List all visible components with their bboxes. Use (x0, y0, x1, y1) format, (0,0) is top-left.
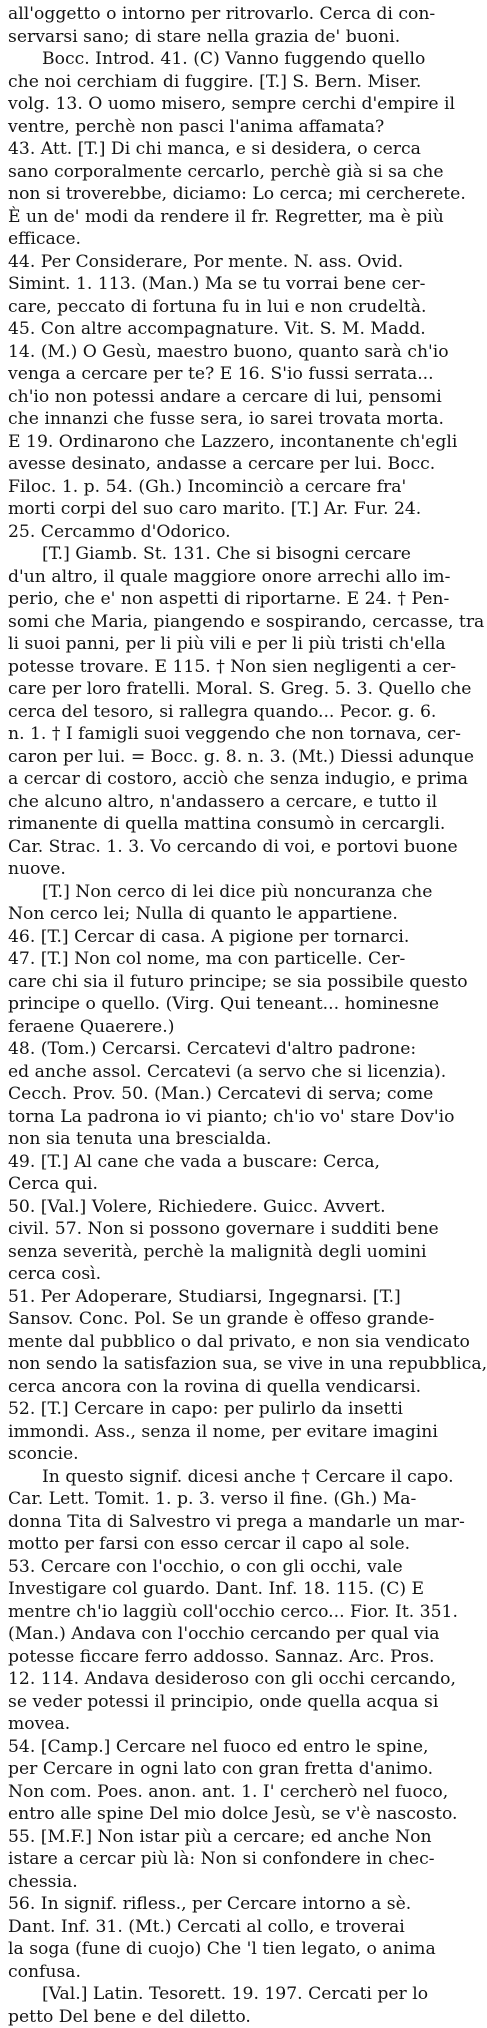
text-line: Dant. Inf. 31. (Mt.) Cercati al collo, e troverai (8, 1916, 467, 1939)
text-line: 51. Per Adoperare, Studiarsi, Ingegnarsi. [T.] (8, 1286, 467, 1309)
text-line: care per loro fratelli. Moral. S. Greg. 5. 3. Quello che (8, 678, 467, 701)
text-line: care, peccato di fortuna fu in lui e non crudeltà. (8, 296, 467, 319)
text-line: Bocc. Introd. 41. (C) Vanno fuggendo quello (8, 48, 467, 71)
text-line: care chi sia il futuro principe; se sia possibile questo (8, 971, 467, 994)
text-line: 25. Cercammo d'Odorico. (8, 521, 467, 544)
text-line: 43. Att. [T.] Di chi manca, e si desidera, o cerca (8, 138, 467, 161)
text-line: morti corpi del suo caro marito. [T.] Ar. Fur. 24. (8, 498, 467, 521)
text-line: potesse ficcare ferro addosso. Sannaz. Arc. Pros. (8, 1646, 467, 1669)
text-line: non sendo la satisfazion sua, se vive in una repubblica, (8, 1353, 467, 1376)
text-line: Cerca qui. (8, 1173, 467, 1196)
text-line: istare a cercar più là: Non si confondere in chec- (8, 1848, 467, 1871)
text-line: Filoc. 1. p. 54. (Gh.) Incominciò a cercare fra' (8, 476, 467, 499)
text-line: caron per lui. = Bocc. g. 8. n. 3. (Mt.) Diessi adunque (8, 746, 467, 769)
text-line: 49. [T.] Al cane che vada a buscare: Cerca, (8, 1151, 467, 1174)
text-line: Car. Strac. 1. 3. Vo cercando di voi, e portovi buone (8, 836, 467, 859)
text-line: rimanente di quella mattina consumò in cercargli. (8, 813, 467, 836)
text-line: Non com. Poes. anon. ant. 1. I' cercherò nel fuoco, (8, 1781, 467, 1804)
text-line: Sansov. Conc. Pol. Se un grande è offeso grande- (8, 1308, 467, 1331)
text-line: servarsi sano; di stare nella grazia de' buoni. (8, 26, 467, 49)
text-line: petto Del bene e del diletto. (8, 2006, 467, 2028)
text-line: 45. Con altre accompagnature. Vit. S. M. Madd. (8, 318, 467, 341)
text-line: ed anche assol. Cercatevi (a servo che si licenzia). (8, 1061, 467, 1084)
text-line: 50. [Val.] Volere, Richiedere. Guicc. Avvert. (8, 1196, 467, 1219)
text-line: non sia tenuta una brescialda. (8, 1128, 467, 1151)
text-line: 46. [T.] Cercar di casa. A pigione per tornarci. (8, 926, 467, 949)
text-line: per Cercare in ogni lato con gran fretta d'animo. (8, 1758, 467, 1781)
text-line: potesse trovare. E 115. † Non sien negligenti a cer- (8, 656, 467, 679)
text-line: 52. [T.] Cercare in capo: per pulirlo da insetti (8, 1398, 467, 1421)
text-line: nuove. (8, 858, 467, 881)
text-line: mente dal pubblico o dal privato, e non sia vendicato (8, 1331, 467, 1354)
text-line: che alcuno altro, n'andassero a cercare, e tutto il (8, 791, 467, 814)
text-line: entro alle spine Del mio dolce Jesù, se v'è nascosto. (8, 1803, 467, 1826)
text-line: Investigare col guardo. Dant. Inf. 18. 115. (C) E (8, 1578, 467, 1601)
text-line: Non cerco lei; Nulla di quanto le appartiene. (8, 903, 467, 926)
text-line: cerca ancora con la rovina di quella vendicarsi. (8, 1376, 467, 1399)
text-line: la soga (fune di cuojo) Che 'l tien legato, o anima (8, 1938, 467, 1961)
text-line: ventre, perchè non pasci l'anima affamata? (8, 116, 467, 139)
text-line: 14. (M.) O Gesù, maestro buono, quanto sarà ch'io (8, 341, 467, 364)
text-line: È un de' modi da rendere il fr. Regretter, ma è più (8, 206, 467, 229)
text-line: n. 1. † I famigli suoi veggendo che non tornava, cer- (8, 723, 467, 746)
text-line: cerca così. (8, 1263, 467, 1286)
text-line: sano corporalmente cercarlo, perchè già si sa che (8, 161, 467, 184)
text-line: 12. 114. Andava desideroso con gli occhi cercando, (8, 1668, 467, 1691)
text-line: [T.] Giamb. St. 131. Che si bisogni cercare (8, 543, 467, 566)
text-line: confusa. (8, 1961, 467, 1984)
text-line: immondi. Ass., senza il nome, per evitare imagini (8, 1421, 467, 1444)
text-line: senza severità, perchè la malignità degli uomini (8, 1241, 467, 1264)
text-line: 44. Per Considerare, Por mente. N. ass. Ovid. (8, 251, 467, 274)
text-line: movea. (8, 1713, 467, 1736)
text-line: civil. 57. Non si possono governare i sudditi bene (8, 1218, 467, 1241)
text-line: 47. [T.] Non col nome, ma con particelle. Cer- (8, 948, 467, 971)
text-line: avesse desinato, andasse a cercare per lui. Bocc. (8, 453, 467, 476)
text-line: 54. [Camp.] Cercare nel fuoco ed entro le spine, (8, 1736, 467, 1759)
text-line: In questo signif. dicesi anche † Cercare il capo. (8, 1466, 467, 1489)
text-line: d'un altro, il quale maggiore onore arrechi allo im- (8, 566, 467, 589)
text-line: 55. [M.F.] Non istar più a cercare; ed anche Non (8, 1826, 467, 1849)
text-line: sconcie. (8, 1443, 467, 1466)
text-line: cerca del tesoro, si rallegra quando... Pecor. g. 6. (8, 701, 467, 724)
text-line: [T.] Non cerco di lei dice più noncuranza che (8, 881, 467, 904)
text-line: volg. 13. O uomo misero, sempre cerchi d'empire il (8, 93, 467, 116)
text-line: 53. Cercare con l'occhio, o con gli occhi, vale (8, 1556, 467, 1579)
text-line: Car. Lett. Tomit. 1. p. 3. verso il fine. (Gh.) Ma- (8, 1488, 467, 1511)
text-line: E 19. Ordinarono che Lazzero, incontanente ch'egli (8, 431, 467, 454)
text-line: li suoi panni, per li più vili e per li più tristi ch'ella (8, 633, 467, 656)
text-line: ch'io non potessi andare a cercare di lui, pensomi (8, 386, 467, 409)
text-line: perio, che e' non aspetti di riportarne. E 24. † Pen- (8, 588, 467, 611)
text-line: che innanzi che fusse sera, io sarei trovata morta. (8, 408, 467, 431)
text-line: mentre ch'io laggiù coll'occhio cerco... Fior. It. 351. (8, 1601, 467, 1624)
text-line: 56. In signif. rifless., per Cercare intorno a sè. (8, 1893, 467, 1916)
text-line: all'oggetto o intorno per ritrovarlo. Cerca di con- (8, 3, 467, 26)
text-line: se veder potessi il principio, onde quella acqua si (8, 1691, 467, 1714)
text-line: feraene Quaerere.) (8, 1016, 467, 1039)
text-line: 48. (Tom.) Cercarsi. Cercatevi d'altro padrone: (8, 1038, 467, 1061)
text-line: chessia. (8, 1871, 467, 1894)
text-line: non si troverebbe, diciamo: Lo cerca; mi cercherete. (8, 183, 467, 206)
text-line: motto per farsi con esso cercar il capo al sole. (8, 1533, 467, 1556)
text-line: principe o quello. (Virg. Qui teneant... hominesne (8, 993, 467, 1016)
text-line: torna La padrona io vi pianto; ch'io vo' stare Dov'io (8, 1106, 467, 1129)
text-line: [Val.] Latin. Tesorett. 19. 197. Cercati per lo (8, 1983, 467, 2006)
text-line: venga a cercare per te? E 16. S'io fussi serrata... (8, 363, 467, 386)
text-line: somi che Maria, piangendo e sospirando, cercasse, tra (8, 611, 467, 634)
text-line: donna Tita di Salvestro vi prega a mandarle un mar- (8, 1511, 467, 1534)
text-line: a cercar di costoro, acciò che senza indugio, e prima (8, 768, 467, 791)
text-line: Cecch. Prov. 50. (Man.) Cercatevi di serva; come (8, 1083, 467, 1106)
text-line: che noi cerchiam di fuggire. [T.] S. Bern. Miser. (8, 71, 467, 94)
text-line: Simint. 1. 113. (Man.) Ma se tu vorrai bene cer- (8, 273, 467, 296)
text-line: (Man.) Andava con l'occhio cercando per qual via (8, 1623, 467, 1646)
text-line: efficace. (8, 228, 467, 251)
